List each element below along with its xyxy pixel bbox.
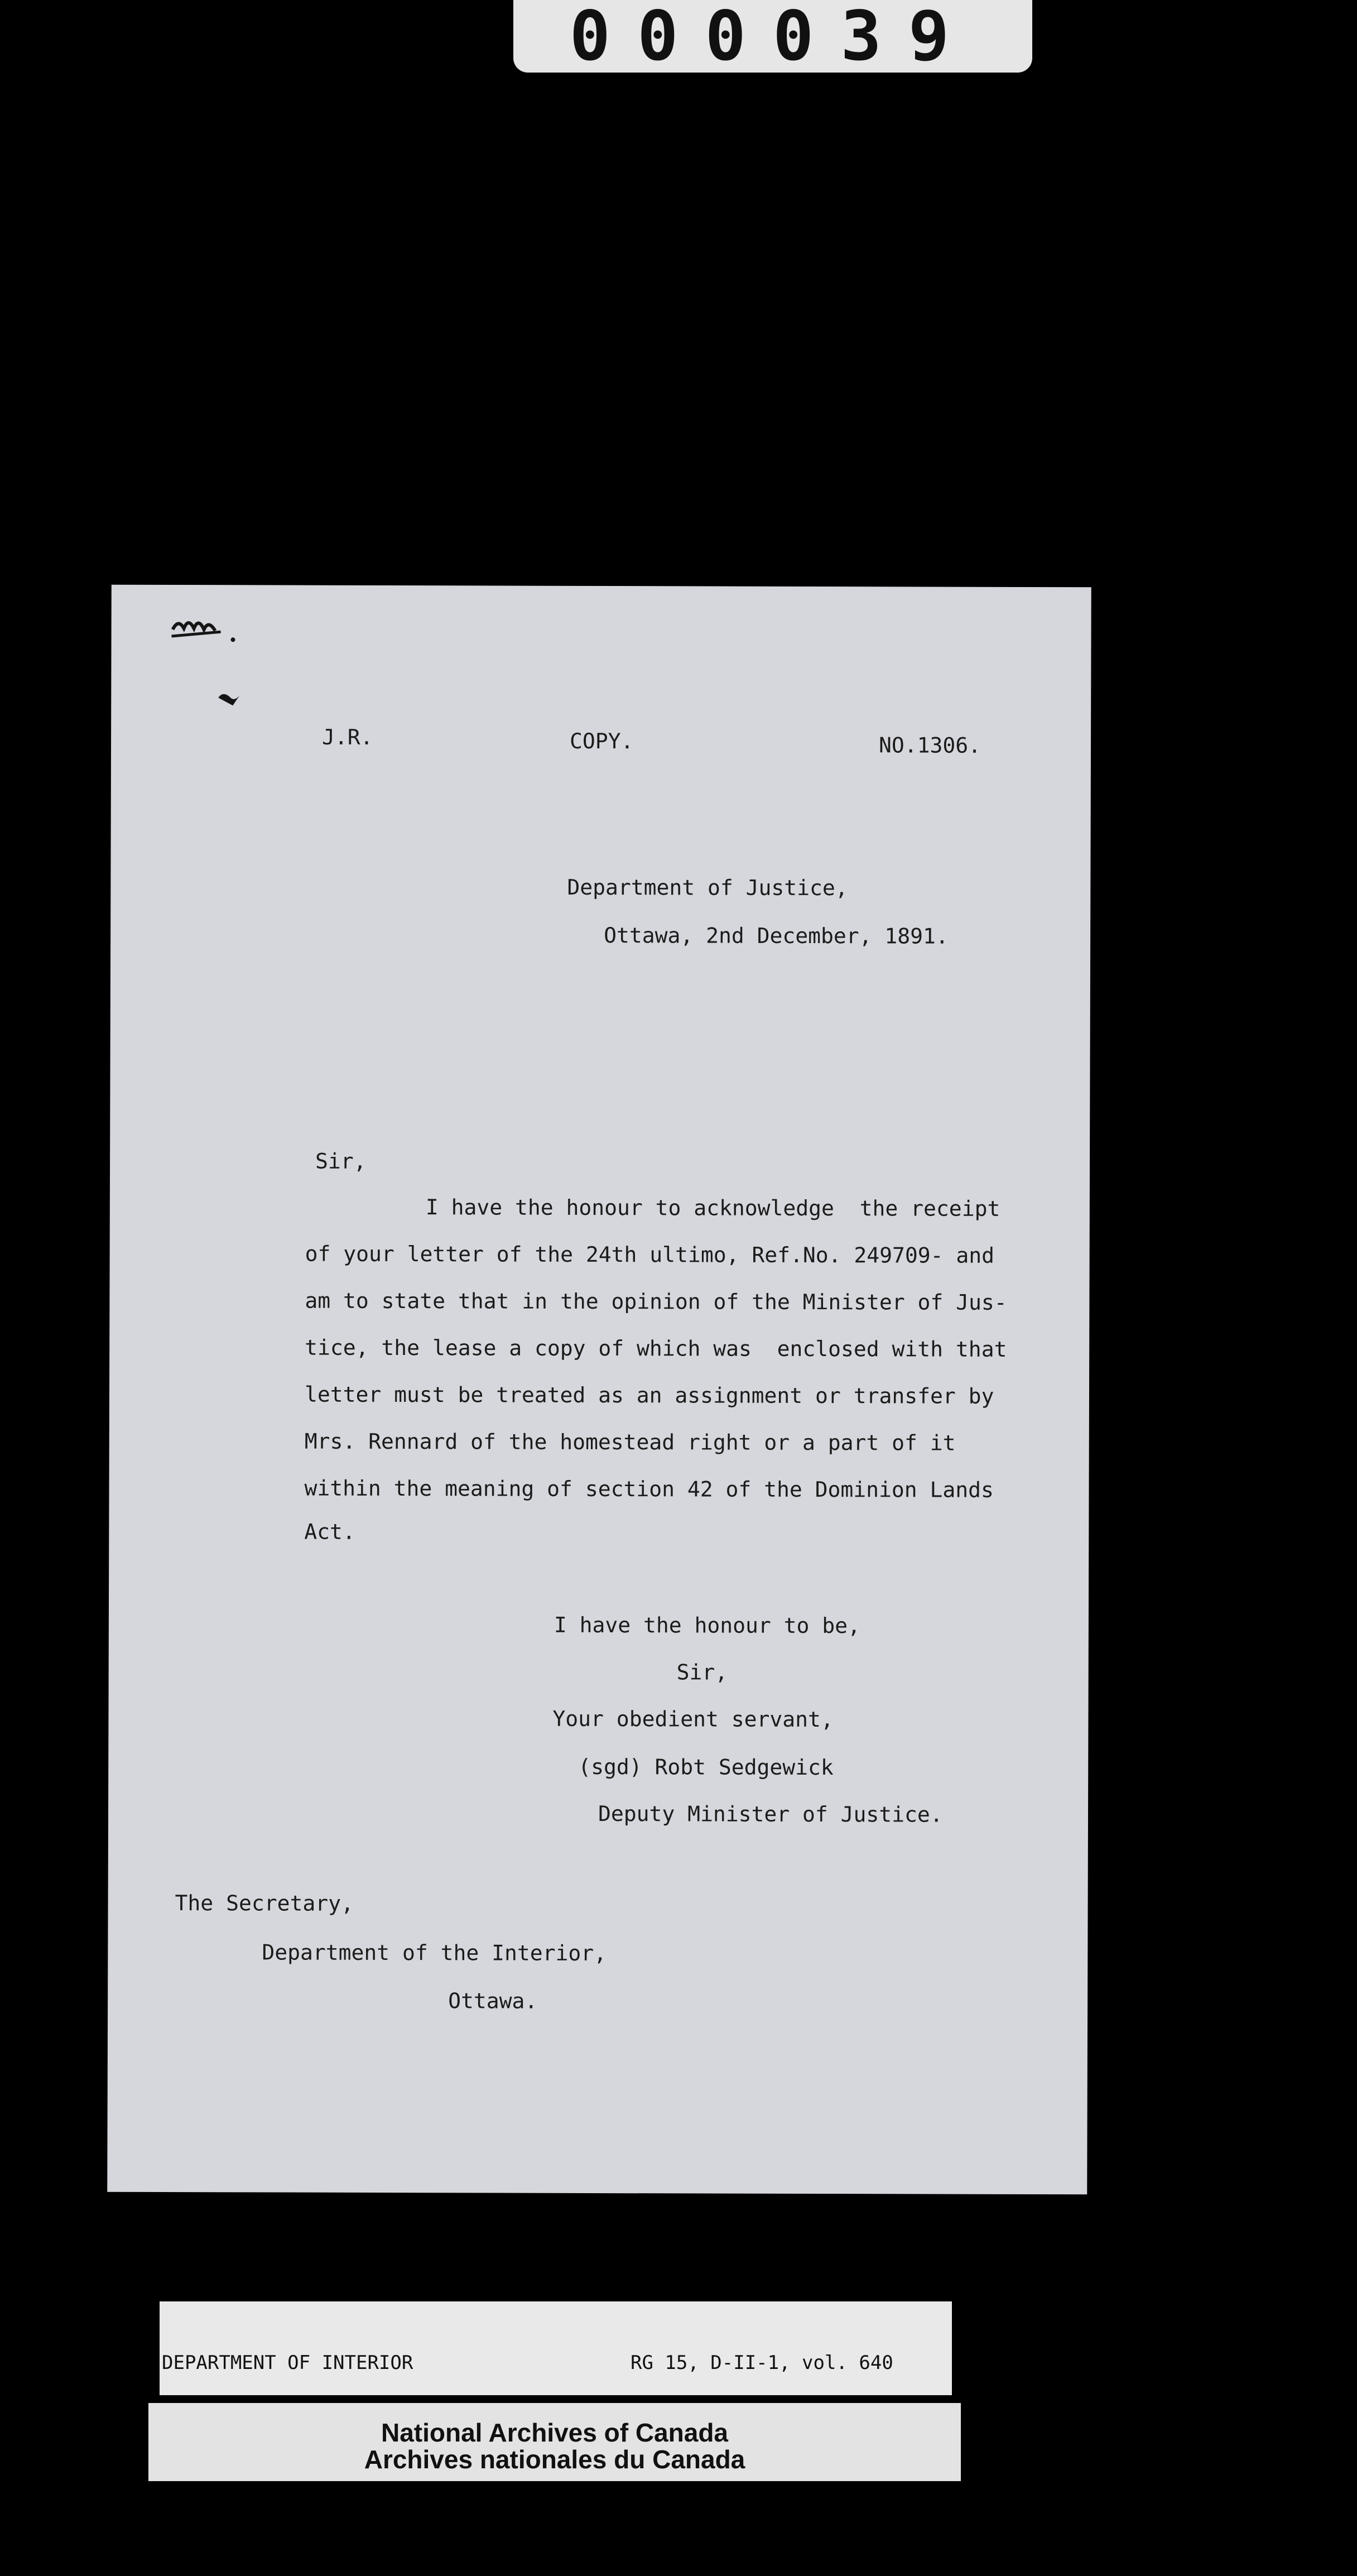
body-line: tice, the lease a copy of which was enclosed with that: [305, 1335, 1007, 1362]
letter-body: [304, 1184, 1031, 1554]
body-line: within the meaning of section 42 of the Dominion Lands: [304, 1476, 994, 1502]
header-initials: J.R.: [322, 724, 373, 749]
body-line: Act.: [304, 1519, 355, 1544]
signatory-title: Deputy Minister of Justice.: [598, 1801, 943, 1827]
closing-sir: Sir,: [676, 1660, 728, 1685]
frame-number: 000039: [513, 0, 1032, 73]
closing-line: I have the honour to be,: [554, 1612, 861, 1638]
salutation: Sir,: [315, 1148, 367, 1174]
addressee-department: Department of the Interior,: [262, 1940, 607, 1966]
header-copy-label: COPY.: [569, 728, 634, 754]
archive-name-fr: Archives nationales du Canada: [364, 2445, 745, 2474]
header-number: NO.1306.: [878, 733, 981, 758]
signature: (sgd) Robt Sedgewick: [578, 1754, 834, 1780]
body-line: Mrs. Rennard of the homestead right or a part of it: [304, 1429, 956, 1455]
addressee-city: Ottawa.: [448, 1988, 538, 2013]
handwritten-mark-icon: [167, 607, 257, 719]
body-line: I have the honour to acknowledge the receipt: [425, 1195, 1000, 1221]
sender-department: Department of Justice,: [567, 874, 848, 901]
letter-page: [107, 585, 1091, 2195]
body-line: am to state that in the opinion of the Minister of Jus-: [305, 1288, 1007, 1315]
sender-place-date: Ottawa, 2nd December, 1891.: [604, 923, 949, 949]
body-line: letter must be treated as an assignment or transfer by: [304, 1382, 994, 1409]
body-line: of your letter of the 24th ultimo, Ref.No. 249709- and: [305, 1241, 995, 1268]
closing-servant: Your obedient servant,: [552, 1706, 834, 1732]
label-dept-en: DEPARTMENT OF INTERIOR: [162, 2352, 413, 2374]
label-rg-reference: RG 15, D-II-1, vol. 640: [631, 2352, 893, 2374]
archive-label: [160, 2301, 952, 2395]
archive-banner: [148, 2403, 961, 2481]
addressee-line: The Secretary,: [175, 1891, 354, 1916]
archive-name-en: National Archives of Canada: [381, 2418, 728, 2447]
